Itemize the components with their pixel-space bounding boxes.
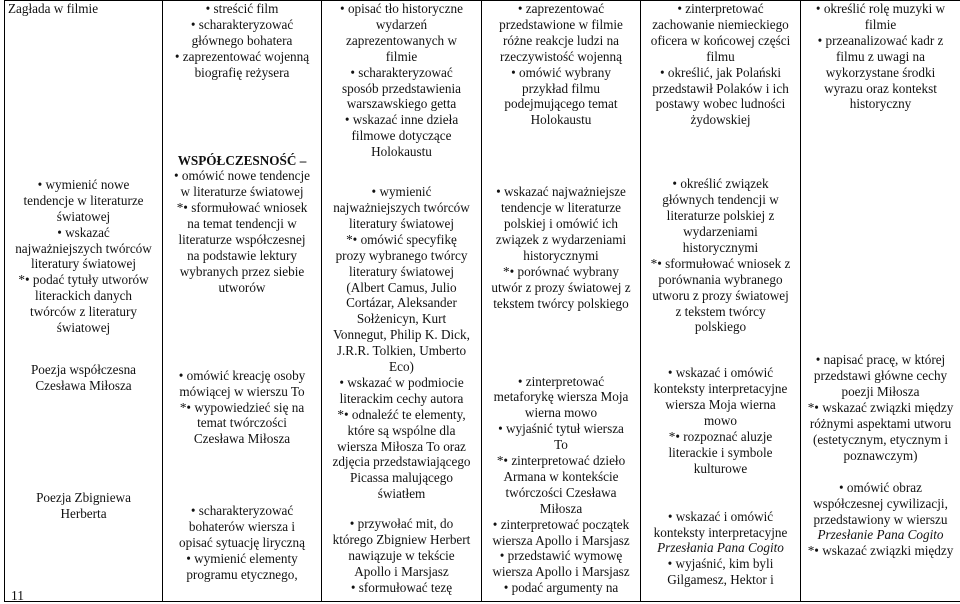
list-item: • przedstawić wymowę (485, 548, 637, 564)
list-item: *• porównać wybrany (485, 264, 637, 280)
list-item: *• wskazać związki między (804, 400, 957, 416)
list-item: prozy wybranego twórcy (325, 248, 478, 264)
list-item: wykorzystane środki (804, 65, 957, 81)
list-item: historycznymi (485, 248, 637, 264)
list-item: współczesnej cywilizacji, (804, 496, 957, 512)
list-item: przedstawione w filmie (485, 17, 637, 33)
list-item: wydarzeniami (644, 224, 797, 240)
list-item: Przesłania Pana Cogito (644, 540, 797, 556)
list-item: • omówić wybrany (485, 65, 637, 81)
list-item: oficera w końcowej części (644, 33, 797, 49)
list-item: • omówić obraz (804, 480, 957, 496)
list-item: światłem (325, 486, 478, 502)
tasks-group (325, 516, 478, 596)
tasks-group (644, 1, 797, 128)
lesson-table (4, 0, 960, 602)
list-item: różne reakcje ludzi na (485, 33, 637, 49)
list-item: *• zinterpretować dzieło (485, 453, 637, 469)
list-item: • scharakteryzować (325, 65, 478, 81)
list-item: Eco) (325, 359, 478, 375)
list-item: literatury światowej (325, 264, 478, 280)
list-item: • wskazać w podmiocie (325, 375, 478, 391)
list-item: • przeanalizować kadr z (804, 33, 957, 49)
list-item: wiersza Moja wierna (644, 397, 797, 413)
list-item: To (485, 437, 637, 453)
tasks-group (485, 1, 637, 128)
list-item: różnymi aspektami utworu (804, 416, 957, 432)
list-item: literatury światowej (8, 256, 159, 272)
list-item: metaforykę wiersza Moja (485, 389, 637, 405)
list-item: • sformułować tezę (325, 580, 478, 596)
list-item: • omówić nowe tendencje (166, 168, 318, 184)
list-item: • wymienić nowe (8, 177, 159, 193)
list-item: • wskazać i omówić (644, 509, 797, 525)
list-item: • przywołać mit, do (325, 516, 478, 532)
list-item: zachowanie niemieckiego (644, 17, 797, 33)
list-item: literaturze polskiej z (644, 208, 797, 224)
list-item: filmie (325, 49, 478, 65)
list-item: postawy wobec ludności (644, 96, 797, 112)
list-item: zdjęcia przedstawiającego (325, 454, 478, 470)
list-item: • wymienić (325, 184, 478, 200)
topic-line: Herberta (8, 506, 159, 522)
tasks-cell (801, 1, 960, 602)
list-item: • określić związek (644, 176, 797, 192)
list-item: wierna mowo (485, 405, 637, 421)
list-item: wiersza Apollo i Marsjasz (485, 533, 637, 549)
list-item: • omówić kreację osoby (166, 368, 318, 384)
list-item: na podstawie lektury (166, 248, 318, 264)
tasks-group (166, 153, 318, 296)
list-item: (estetycznym, etycznym i (804, 432, 957, 448)
list-item: literackich danych (8, 288, 159, 304)
list-item: filmowe dotyczące (325, 128, 478, 144)
list-item: Picassa malującego (325, 470, 478, 486)
list-item: przedstawił Polaków i ich (644, 81, 797, 97)
list-item: filmu z uwagi na (804, 49, 957, 65)
topic-title: Zagłada w filmie (8, 1, 159, 17)
list-item: światowej (8, 320, 159, 336)
list-item: • zaprezentować wojenną (166, 49, 318, 65)
list-item: wydarzeń (325, 17, 478, 33)
list-item: Holokaustu (485, 112, 637, 128)
list-item: związek z wydarzeniami (485, 232, 637, 248)
list-item: utworu z prozy światowej (644, 288, 797, 304)
list-item: tendencje w literaturze (485, 200, 637, 216)
list-item: nawiązuje w tekście (325, 548, 478, 564)
list-item: temat twórczości (166, 415, 318, 431)
list-item: najważniejszych twórców (8, 241, 159, 257)
list-item: opisać sytuację liryczną (166, 535, 318, 551)
topic-line: Poezja współczesna (8, 362, 159, 378)
list-item: • określić, jak Polański (644, 65, 797, 81)
list-item: • streścić film (166, 1, 318, 17)
list-item: • scharakteryzować (166, 17, 318, 33)
list-item: przedstawi główne cechy (804, 368, 957, 384)
list-item: *• rozpoznać aluzje (644, 429, 797, 445)
list-item: kulturowe (644, 461, 797, 477)
list-item: wyrazu oraz kontekst (804, 81, 957, 97)
list-item: • napisać pracę, w której (804, 352, 957, 368)
list-item: tendencje w literaturze (8, 193, 159, 209)
topic-line: Czesława Miłosza (8, 378, 159, 394)
list-item: żydowskiej (644, 112, 797, 128)
list-item: • wyjaśnić tytuł wiersza (485, 421, 637, 437)
tasks-group (804, 352, 957, 463)
list-item: Przesłanie Pana Cogito (804, 527, 957, 543)
list-item: J.R.R. Tolkien, Umberto (325, 343, 478, 359)
topic-title (8, 362, 159, 394)
tasks-group (804, 480, 957, 560)
tasks-cell (163, 1, 322, 602)
list-item: konteksty interpretacyjne (644, 381, 797, 397)
list-item: warszawskiego getta (325, 96, 478, 112)
list-item: twórczości Czesława (485, 485, 637, 501)
list-item: głównego bohatera (166, 33, 318, 49)
list-item: • scharakteryzować (166, 503, 318, 519)
list-item: z tekstem twórcy (644, 304, 797, 320)
list-item: przykład filmu (485, 81, 637, 97)
list-item: filmie (804, 17, 957, 33)
list-item: Miłosza (485, 501, 637, 517)
list-item: bohaterów wiersza i (166, 519, 318, 535)
list-item: • wskazać inne dzieła (325, 112, 478, 128)
list-item: porównania wybranego (644, 272, 797, 288)
list-item: konteksty interpretacyjne (644, 525, 797, 541)
table-row (5, 1, 960, 602)
list-item: na temat tendencji w (166, 216, 318, 232)
list-item: *• wypowiedzieć się na (166, 400, 318, 416)
tasks-group (166, 503, 318, 583)
list-item: • wskazać i omówić (644, 365, 797, 381)
tasks-group (804, 1, 957, 112)
tasks-group (485, 374, 637, 517)
list-item: utwór z prozy światowej z (485, 280, 637, 296)
list-item: *• wskazać związki między (804, 543, 957, 559)
list-item: wiersza Miłosza To oraz (325, 439, 478, 455)
list-item: historyczny (804, 96, 957, 112)
list-item: *• sformułować wniosek (166, 200, 318, 216)
tasks-group (485, 184, 637, 311)
tasks-group (644, 365, 797, 476)
list-item: sposób przedstawienia (325, 81, 478, 97)
tasks-cell (322, 1, 482, 602)
topic-cell (5, 1, 163, 602)
list-item: którego Zbigniew Herbert (325, 532, 478, 548)
list-item: najważniejszych twórców (325, 200, 478, 216)
tasks-group (485, 517, 637, 597)
list-item: • wymienić elementy (166, 551, 318, 567)
list-item: mówiącej w wierszu To (166, 384, 318, 400)
list-item: w literaturze światowej (166, 184, 318, 200)
list-item: literaturze współczesnej (166, 232, 318, 248)
list-item: • zinterpretować (644, 1, 797, 17)
list-item: • wskazać (8, 225, 159, 241)
list-item: literackim cechy autora (325, 391, 478, 407)
tasks-cell (641, 1, 801, 602)
list-item: *• podać tytuły utworów (8, 272, 159, 288)
list-item: poezji Miłosza (804, 384, 957, 400)
list-item: filmu (644, 49, 797, 65)
tasks-list (8, 177, 159, 336)
list-item: • zinterpretować (485, 374, 637, 390)
list-item: zaprezentowanych w (325, 33, 478, 49)
list-item: *• omówić specyfikę (325, 232, 478, 248)
list-item: mowo (644, 413, 797, 429)
tasks-group (644, 176, 797, 335)
list-item: tekstem twórcy polskiego (485, 296, 637, 312)
list-item: głównych tendencji w (644, 192, 797, 208)
list-item: • określić rolę muzyki w (804, 1, 957, 17)
list-item: Vonnegut, Philip K. Dick, (325, 327, 478, 343)
list-item: Sołżenicyn, Kurt (325, 311, 478, 327)
list-item: wybranych przez siebie (166, 264, 318, 280)
list-item: Armana w kontekście (485, 469, 637, 485)
list-item: twórców z literatury (8, 304, 159, 320)
topic-title (8, 490, 159, 522)
list-item: literatury światowej (325, 216, 478, 232)
list-item: *• sformułować wniosek z (644, 256, 797, 272)
list-item: Apollo i Marsjasz (325, 564, 478, 580)
topic-line: Poezja Zbigniewa (8, 490, 159, 506)
list-item: Holokaustu (325, 144, 478, 160)
list-item: programu etycznego, (166, 567, 318, 583)
tasks-cell (482, 1, 641, 602)
list-item: przedstawiony w wierszu (804, 512, 957, 528)
list-item: historycznymi (644, 240, 797, 256)
tasks-group (166, 368, 318, 448)
page-number: 11 (11, 588, 24, 604)
list-item: biografię reżysera (166, 65, 318, 81)
list-item: rzeczywistość wojenną (485, 49, 637, 65)
tasks-group (325, 1, 478, 160)
list-item: Cortázar, Aleksander (325, 295, 478, 311)
section-heading: WSPÓŁCZESNOŚĆ – (166, 153, 318, 169)
list-item: polskiego (644, 319, 797, 335)
list-item: utworów (166, 280, 318, 296)
list-item: • zaprezentować (485, 1, 637, 17)
list-item: światowej (8, 209, 159, 225)
list-item: polskiej i omówić ich (485, 216, 637, 232)
list-item: • opisać tło historyczne (325, 1, 478, 17)
list-item: *• odnaleźć te elementy, (325, 407, 478, 423)
list-item: • zinterpretować początek (485, 517, 637, 533)
list-item: podejmującego temat (485, 96, 637, 112)
list-item: • wyjaśnić, kim byli (644, 556, 797, 572)
tasks-group (325, 184, 478, 502)
list-item: Gilgamesz, Hektor i (644, 572, 797, 588)
list-item: literackie i symbole (644, 445, 797, 461)
list-item: • podać argumenty na (485, 580, 637, 596)
tasks-group (166, 1, 318, 81)
list-item: Czesława Miłosza (166, 431, 318, 447)
list-item: • wskazać najważniejsze (485, 184, 637, 200)
tasks-group (644, 509, 797, 589)
list-item: poznawczym) (804, 448, 957, 464)
list-item: wiersza Apollo i Marsjasz (485, 564, 637, 580)
list-item: (Albert Camus, Julio (325, 280, 478, 296)
list-item: które są wspólne dla (325, 423, 478, 439)
